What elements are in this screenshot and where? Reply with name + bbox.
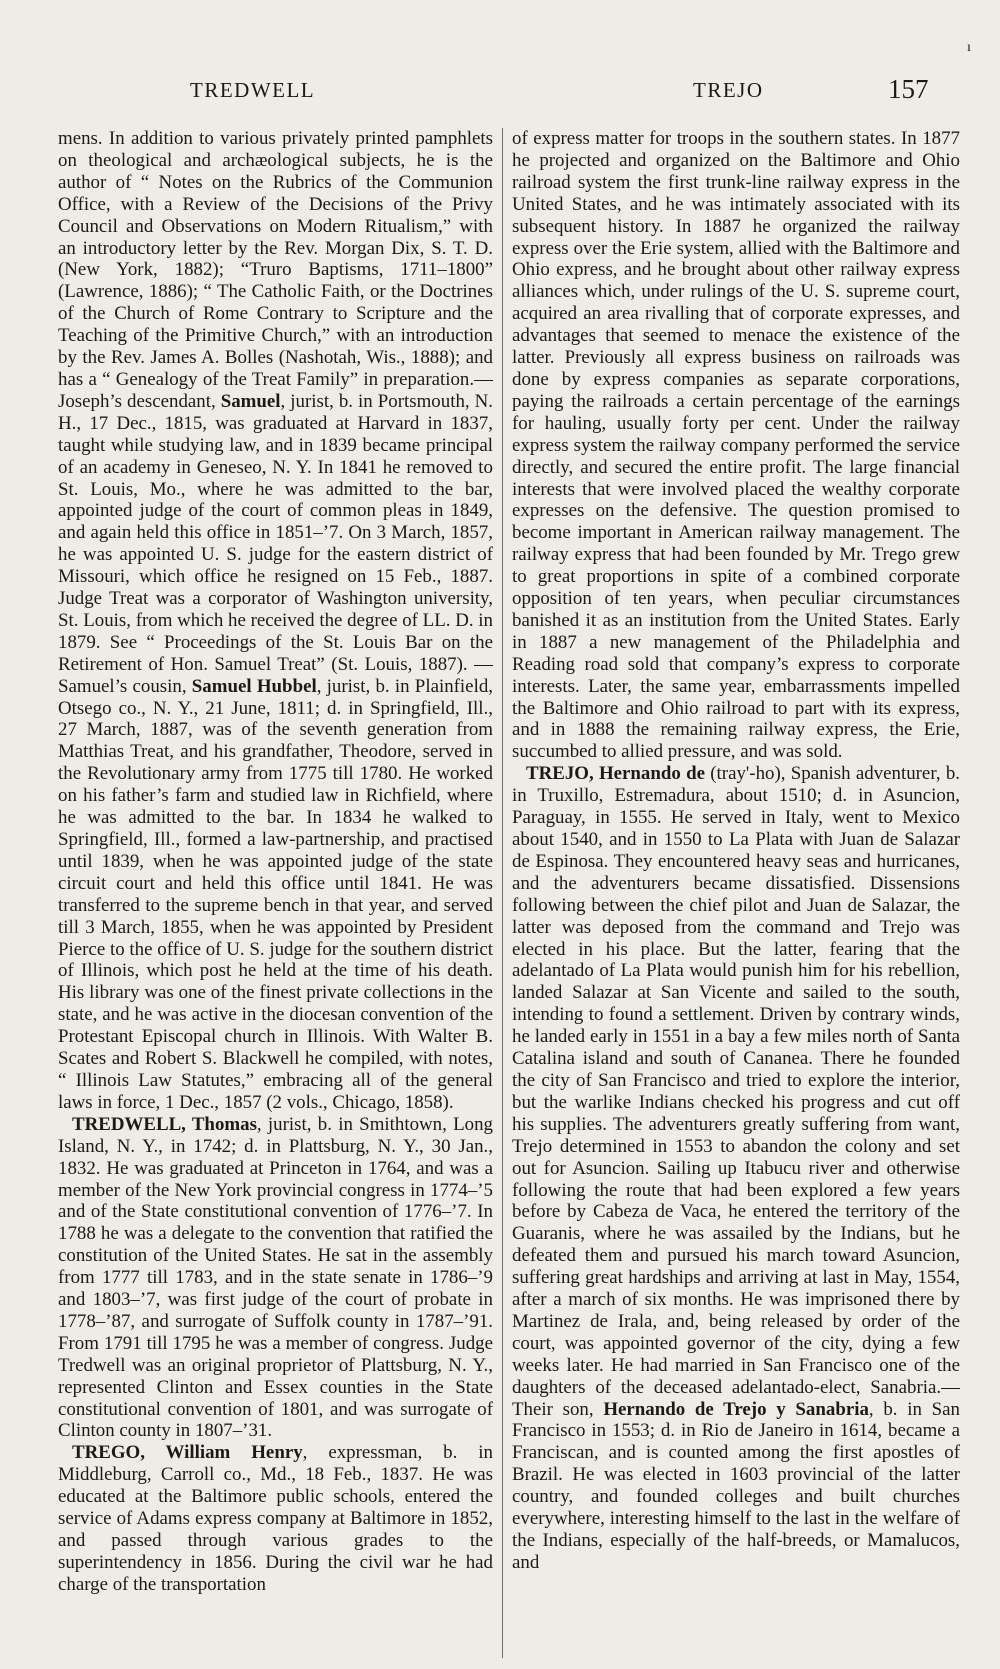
page-number: 157: [888, 74, 929, 104]
left-column: [58, 128, 493, 1664]
entry-paragraph: [512, 763, 960, 1574]
header-right-guide-word: TREJO: [693, 78, 764, 102]
entry-text: (tray'-ho), Spanish adventurer, b. in Truxillo, Estremadura, about 1510; d. in Asuncion, Paraguay, in 1555. He served in Italy, went to Mexico about 1540, and in 1550 to La Plata with Juan de Salazar de Espinosa. They encountered heavy seas and hurricanes, and the adventurers became dissatisfied. Dissensions following between the chief pilot and Juan de Salazar, the latter was deposed from the command and Trejo was elected in his place. But the latter, fearing that the adelantado of La Plata would punish him for his rebellion, landed Salazar at San Vicente and sailed to the south, intending to found a settlement. Driven by contrary winds, he landed early in 1551 in a bay a few miles north of Santa Catalina island and south of Cananea. There he founded the city of San Francisco and tried to explore the interior, but the warlike Indians checked his progress and cut off his supplies. The adventurers greatly suffering from want, Trejo determined in 1553 to abandon the colony and set out for Asuncion. Sailing up Itabucu river and otherwise following the route that had been explored a few years before by Cabeza de Vaca, he entered the territory of the Guaranis, where he was assailed by the Indians, but he defeated them and pursued his march toward Asuncion, suffering great hardships and arriving at last in May, 1554, after a march of six months. He was imprisoned there by Martinez de Irala, and, being released by order of the court, was appointed governor of the city, dying a few weeks later. He had married in San Francisco one of the daughters of the deceased adelantado-elect, Sanabria.—Their son,: [512, 763, 960, 1420]
running-header: [0, 74, 1000, 108]
entry-paragraph: [512, 128, 960, 763]
headword: Samuel Hubbel: [191, 675, 317, 697]
headword: Samuel: [220, 390, 281, 412]
entry-text: of express matter for troops in the southern states. In 1877 he projected and organized on the Baltimore and Ohio railroad system the first trunk-line railway express in the United States, and he was intimately associated with its subsequent history. In 1887 he organized the railway express over the Erie system, allied with the Baltimore and Ohio express, and he brought about other railway express alliances which, under rulings of the U. S. supreme court, acquired an area rivalling that of corporate expresses, and advantages that seemed to menace the existence of the latter. Previously all express business on railroads was done by express companies as separate corporations, paying the railroads a certain percentage of the earnings for hauling, usually forty per cent. Under the railway express system the railway company performed the service directly, and secured the entire profit. The large financial interests that were involved placed the wealthy corporate expresses on the defensive. The question promised to become important in American railway management. The railway express that had been founded by Mr. Trego grew to great proportions in spite of a combined corporate opposition of ten years, when peculiar circumstances banished it as an institution from the United States. Early in 1887 a new management of the Philadelphia and Reading road sold that company’s express to corporate interests. Later, the same year, embarrassments impelled the Baltimore and Ohio railroad to part with its express, and in 1888 the remaining railway express, the Erie, succumbed to allied pressure, and was sold.: [512, 128, 960, 763]
entry-text: , jurist, b. in Smithtown, Long Island, N. Y., in 1742; d. in Plattsburg, N. Y., 30 Jan., 1832. He was graduated at Princeton in 1764, and was a member of the New York provincial congress in 1774–’5 and of the State constitutional convention of 1776–’7. In 1788 he was a delegate to the convention that ratified the constitution of the United States. He sat in the assembly from 1777 till 1783, and in the state senate in 1786–’9 and 1803–’7, was first judge of the court of probate in 1778–’87, and surrogate of Suffolk county in 1787–’91. From 1791 till 1795 he was a member of congress. Judge Tredwell was an original proprietor of Plattsburg, N. Y., represented Clinton and Essex counties in the State constitutional convention of 1801, and was surrogate of Clinton county in 1807–’31.: [58, 1113, 493, 1442]
headword: TREDWELL, Thomas: [72, 1113, 257, 1135]
corner-mark: ı: [967, 40, 971, 55]
entry-text: , jurist, b. in Portsmouth, N. H., 17 Dec., 1815, was graduated at Harvard in 1837, taught while studying law, and in 1839 became principal of an academy in Geneseo, N. Y. In 1841 he removed to St. Louis, Mo., where he was admitted to the bar, appointed judge of the court of common pleas in 1849, and again held this office in 1851–’7. On 3 March, 1857, he was appointed U. S. judge for the eastern district of Missouri, which office he resigned on 15 Feb., 1887. Judge Treat was a corporator of Washington university, St. Louis, from which he received the degree of LL. D. in 1879. See “ Proceedings of the St. Louis Bar on the Retirement of Hon. Samuel Treat” (St. Louis, 1887). —Samuel’s cousin,: [58, 390, 493, 697]
entry-paragraph: [58, 1114, 493, 1443]
column-divider: [502, 128, 503, 1658]
headword: Hernando de Trejo y Sanabria: [603, 1398, 869, 1420]
headword: TREJO, Hernando de: [526, 763, 705, 785]
entry-text: mens. In addition to various privately printed pamphlets on theological and archæological subjects, he is the author of “ Notes on the Rubrics of the Communion Office, with a Review of the Decisions of the Privy Council and Observations on Modern Ritualism,” with an introductory letter by the Rev. Morgan Dix, S. T. D. (New York, 1882); “Truro Baptisms, 1711–1800” (Lawrence, 1886); “ The Catholic Faith, or the Doctrines of the Church of Rome Contrary to Scripture and the Teaching of the Primitive Church,” with an introduction by the Rev. James A. Bolles (Nashotah, Wis., 1888); and has a “ Genealogy of the Treat Family” in preparation.—Joseph’s descendant,: [58, 128, 493, 412]
entry-paragraph: [58, 128, 493, 1114]
right-column: [512, 128, 960, 1664]
headword: TREGO, William Henry: [72, 1442, 303, 1464]
entry-text: , expressman, b. in Middleburg, Carroll co., Md., 18 Feb., 1837. He was educated at the Baltimore public schools, entered the service of Adams express company at Baltimore in 1852, and passed through various grades to the superintendency in 1856. During the civil war he had charge of the transportation: [58, 1442, 493, 1595]
entry-text: , jurist, b. in Plainfield, Otsego co., N. Y., 21 June, 1811; d. in Springfield, Ill., 27 March, 1887, was of the seventh generation from Matthias Treat, and his grandfather, Theodore, served in the Revolutionary army from 1775 till 1780. He worked on his father’s farm and studied law in Richfield, where he was admitted to the bar. In 1834 he walked to Springfield, Ill., formed a law-partnership, and practised until 1839, when he was appointed judge of the state circuit court and held this office until 1841. He was transferred to the supreme bench in that year, and served till 3 March, 1855, when he was appointed by President Pierce to the office of U. S. judge for the southern district of Illinois, which post he held at the time of his death. His library was one of the finest private collections in the state, and he was active in the diocesan convention of the Protestant Episcopal church in Illinois. With Walter B. Scates and Robert S. Blackwell he compiled, with notes, “ Illinois Law Statutes,” embracing all of the general laws in force, 1 Dec., 1857 (2 vols., Chicago, 1858).: [58, 675, 493, 1113]
entry-paragraph: [58, 1442, 493, 1595]
entry-text: , b. in San Francisco in 1553; d. in Rio de Janeiro in 1614, became a Franciscan, and is counted among the first apostles of Brazil. He was elected in 1603 provincial of the latter country, and founded colleges and built churches everywhere, interesting himself to the last in the welfare of the Indians, especially of the half-breeds, or Mamalucos, and: [512, 1398, 960, 1573]
header-left-guide-word: TREDWELL: [190, 78, 316, 102]
